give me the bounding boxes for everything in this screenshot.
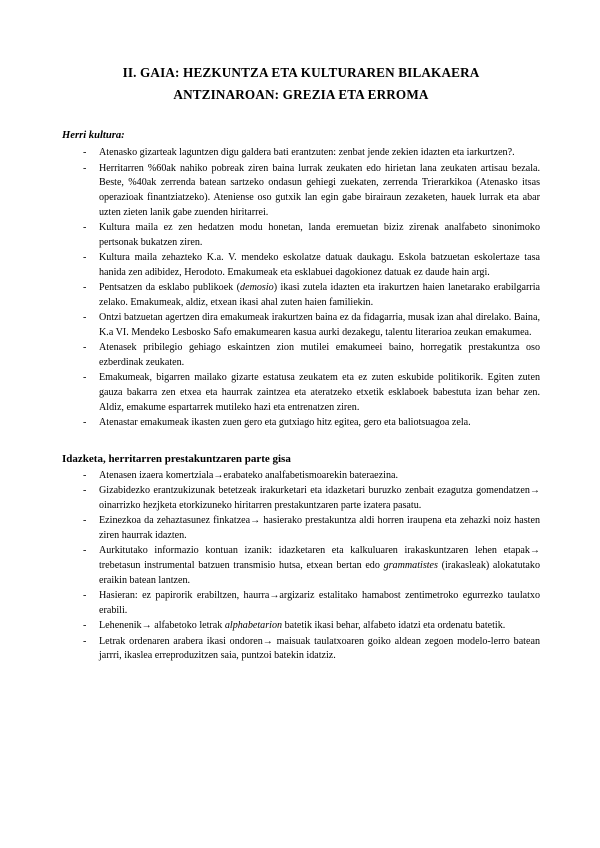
document-title (68, 62, 534, 106)
list-item: - Gizabidezko erantzukizunak betetzeak irakurketari eta idazketari buruzko zenbait ezagutza gomendatzen→ oinarrizko hezjketa etorkizuneko hiritarren prestakuntzaren parte izatera pasatu. (62, 484, 540, 514)
list-item: - Herritarren %60ak nahiko pobreak ziren baina lurrak zeukaten edo hirietan lana zeukaten artisau bezala. Beste, %40ak zerrenda batean sartzeko ondasun gehiegi zuekaten, zerrenda Trierarkikoa (Atenasko itsas operazioak finantziatzeko). Ateniense oso gutxik lan egin gabe birairaun zezaketen, hauek lurrak eta abar uzten zieten lanik gabe zuenden hiritarrei. (62, 162, 540, 221)
section-heading-herri-kultura: Herri kultura: (62, 130, 125, 142)
document-title-line-2: ANTZINAROAN: GREZIA ETA ERROMA (173, 87, 429, 103)
title-body-spacer (62, 106, 540, 128)
list-item: - Kultura maila ez zen hedatzen modu honetan, landa eremuetan biziz zirenak analfabeto sinonimoko pertsonak bukatzen ziren. (62, 221, 540, 251)
list-item: - Lehenenik→ alfabetoko letrak alphabetarion batetik ikasi behar, alfabeto idatzi eta ordenatu batetik. (62, 619, 540, 634)
bullet-list-idazketa (62, 469, 540, 664)
list-item: - Emakumeak, bigarren mailako gizarte estatusa zeukatem eta ez zuten eskubide politikorik. Egiten zuten gauza bakarra zen etxea eta haurrak zaintzea eta ateratzeko etxetik esklaboek babestuta izan behar zen. Aldiz, emakume espartarrek mutileko hazi eta entrenatzen ziren. (62, 371, 540, 415)
section-herri-kultura (62, 128, 540, 431)
list-item: - Ezinezkoa da zehaztasunez finkatzea→ hasierako prestakuntza aldi horren iraupena eta zehazki noiz hasten ziren haurrak idazten. (62, 514, 540, 544)
list-item: - Atenasko gizarteak laguntzen digu galdera bati erantzuten: zenbat jende zekien idazten eta iarkurtzen?. (62, 146, 540, 161)
list-item: - Hasieran: ez papirorik erabiltzen, haurra→argizariz estalitako hamabost zentimetroko egurrezko taulatxo erabili. (62, 589, 540, 619)
list-item: - Atenasen izaera komertziala→erabateko analfabetismoarekin bateraezina. (62, 469, 540, 484)
list-item: - Ontzi batzuetan agertzen dira emakumeak irakurtzen baina ez da fidagarria, musak izan ahal direlako. Baina, K.a VI. Mendeko Lesbosko Safo emakumearen kasua aurki dezakegu, talentu literarioa zeukan emakumea. (62, 311, 540, 341)
section-spacer (62, 432, 540, 451)
section-heading-idazketa: Idazketa, herritarren prestakuntzaren parte gisa (62, 452, 291, 465)
document-title-line-1: II. GAIA: HEZKUNTZA ETA KULTURAREN BILAKAERA (122, 65, 480, 80)
list-item: - Atenasek pribilegio gehiago eskaintzen zion mutilei emakumeei baino, horregatik prestakuntza oso ezberdinak zeukaten. (62, 341, 540, 371)
section-idazketa (62, 451, 540, 665)
list-item: - Atenastar emakumeak ikasten zuen gero eta gutxiago hitz egitea, gero eta baliotsuagoa zela. (62, 416, 540, 431)
list-item: - Aurkitutako informazio kontuan izanik: idazketaren eta kalkuluaren irakaskuntzaren lehen etapak→ trebetasun instrumental batzuen transmisio hutsa, etxean bertan edo grammatistes (irakasleak) alokatutako eraikin batean lantzen. (62, 544, 540, 588)
list-item: - Pentsatzen da esklabo publikoek (demosio) ikasi zutela idazten eta irakurtzen haien lanetarako erabilgarria zelako. Emakumeak, aldiz, etxean ikasi ahal zuten haien familiekin. (62, 281, 540, 311)
list-item: - Letrak ordenaren arabera ikasi ondoren→ maisuak taulatxoaren goiko aldean zegoen modelo-lerro batean jarrri, ikaslea erreproduzitzen saia, puntzoi batekin idatziz. (62, 635, 540, 665)
list-item: - Kultura maila zehazteko K.a. V. mendeko eskolatze datuak daukagu. Eskola batzuetan eskolertaze tasa hanida zen adibidez, Herodoto. Emakumeak eta esklabuei dagokionez datuak ez daude hain argi. (62, 251, 540, 281)
bullet-list-herri-kultura (62, 146, 540, 431)
